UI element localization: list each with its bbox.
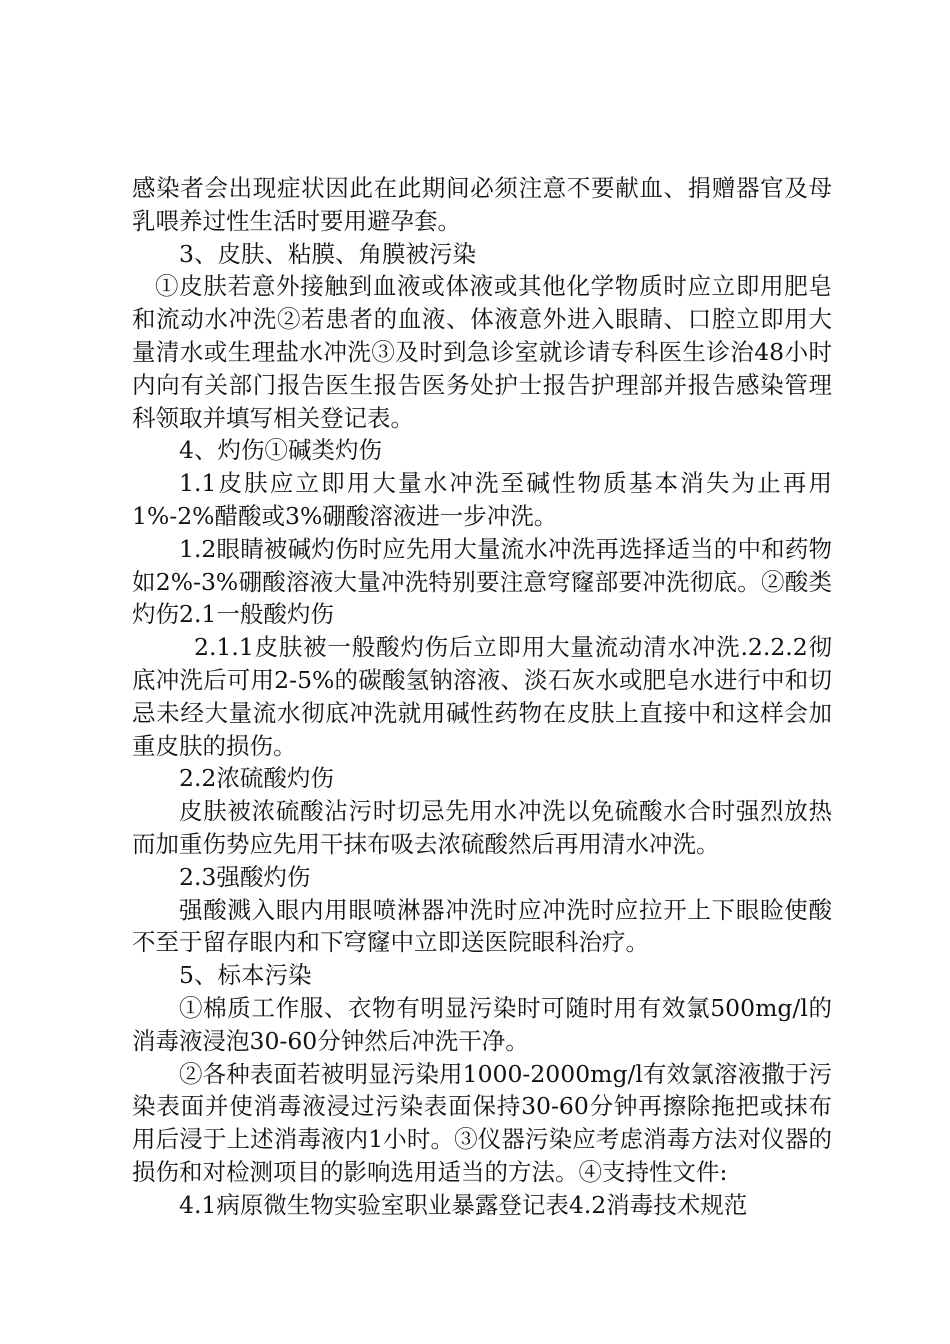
document-body xyxy=(132,172,832,1222)
heading-burns: 4、灼伤①碱类灼伤 xyxy=(179,436,382,465)
paragraph-acid-skin: 2.1.1皮肤被一般酸灼伤后立即用大量流动清水冲洗.2.2.2彻底冲洗后可用2-5%的碳酸氢钠溶液、淡石灰水或肥皂水进行中和切忌未经大量流水彻底冲洗就用碱性药物在皮肤上直接中和这样会加重皮肤的损伤。 xyxy=(132,633,832,760)
heading-skin-mucosa-cornea: 3、皮肤、粘膜、角膜被污染 xyxy=(179,239,476,268)
paragraph-skin-contact: ①皮肤若意外接触到血液或体液或其他化学物质时应立即用肥皂和流动水冲洗②若患者的血液、体液意外进入眼睛、口腔立即用大量清水或生理盐水冲洗③及时到急诊室就诊请专科医生诊治48小时内向有关部门报告医生报告医务处护士报告护理部并报告感染管理科领取并填写相关登记表。 xyxy=(132,272,832,432)
paragraph-continuation: 感染者会出现症状因此在此期间必须注意不要献血、捐赠器官及母乳喂养过性生活时要用避孕套。 xyxy=(132,174,832,235)
paragraph-supporting-files: 4.1病原微生物实验室职业暴露登记表4.2消毒技术规范 xyxy=(179,1190,748,1219)
paragraph-alkali-skin: 1.1皮肤应立即用大量水冲洗至碱性物质基本消失为止再用1%-2%醋酸或3%硼酸溶液进一步冲洗。 xyxy=(132,469,832,530)
heading-specimen-contamination: 5、标本污染 xyxy=(179,961,312,990)
paragraph-clothing-disinfection: ①棉质工作服、衣物有明显污染时可随时用有效氯500mg/l的消毒液浸泡30-60分钟然后冲洗干净。 xyxy=(132,993,832,1055)
paragraph-sulfuric-acid: 皮肤被浓硫酸沾污时切忌先用水冲洗以免硫酸水合时强烈放热而加重伤势应先用干抹布吸去浓硫酸然后再用清水冲洗。 xyxy=(132,797,832,858)
heading-sulfuric-acid: 2.2浓硫酸灼伤 xyxy=(179,764,334,793)
paragraph-strong-acid-eye: 强酸溅入眼内用眼喷淋器冲洗时应冲洗时应拉开上下眼睑使酸不至于留存眼内和下穹窿中立即送医院眼科治疗。 xyxy=(132,895,832,957)
paragraph-alkali-eye: 1.2眼睛被碱灼伤时应先用大量流水冲洗再选择适当的中和药物如2%-3%硼酸溶液大量冲洗特别要注意穹窿部要冲洗彻底。②酸类灼伤2.1一般酸灼伤 xyxy=(132,534,832,629)
heading-strong-acid: 2.3强酸灼伤 xyxy=(179,862,311,891)
paragraph-surface-disinfection: ②各种表面若被明显污染用1000-2000mg/l有效氯溶液撒于污染表面并使消毒液浸过污染表面保持30-60分钟再擦除拖把或抹布用后浸于上述消毒液内1小时。③仪器污染应考虑消毒方法对仪器的损伤和对检测项目的影响选用适当的方法。④支持性文件: xyxy=(132,1059,832,1186)
